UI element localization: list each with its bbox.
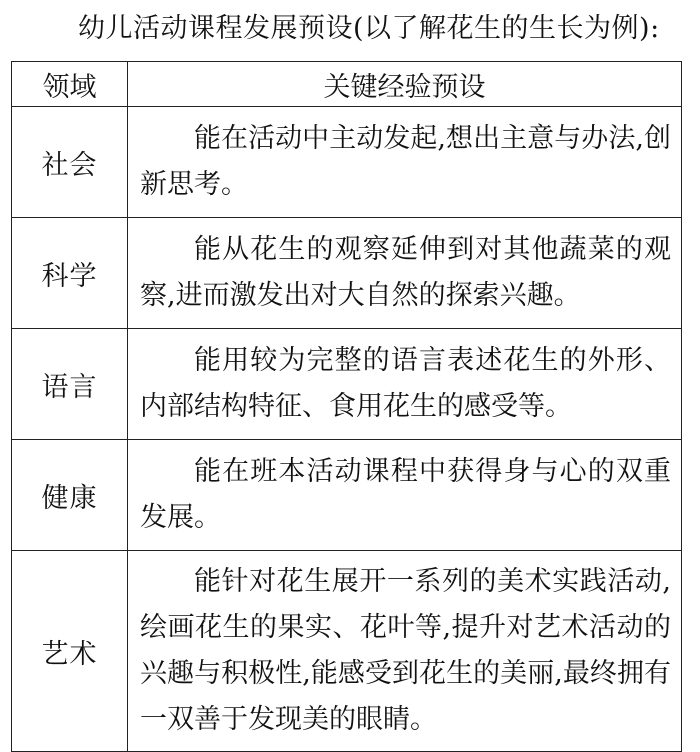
domain-cell: 社会 xyxy=(12,107,128,218)
experience-cell: 能在活动中主动发起,想出主意与办法,创新思考。 xyxy=(128,107,682,218)
experience-cell: 能在班本活动课程中获得身与心的双重发展。 xyxy=(128,440,682,551)
table-row xyxy=(12,218,682,329)
domain-cell: 语言 xyxy=(12,329,128,440)
domain-cell: 艺术 xyxy=(12,551,128,752)
column-header-experience: 关键经验预设 xyxy=(128,62,682,107)
experience-cell: 能从花生的观察延伸到对其他蔬菜的观察,进而激发出对大自然的探索兴趣。 xyxy=(128,218,682,329)
table-row xyxy=(12,107,682,218)
experience-cell: 能用较为完整的语言表述花生的外形、内部结构特征、食用花生的感受等。 xyxy=(128,329,682,440)
page-title: 幼儿活动课程发展预设(以了解花生的生长为例): xyxy=(78,13,660,44)
domain-cell: 科学 xyxy=(12,218,128,329)
table-row xyxy=(12,329,682,440)
table-row xyxy=(12,440,682,551)
experience-cell: 能针对花生展开一系列的美术实践活动,绘画花生的果实、花叶等,提升对艺术活动的兴趣与积极性,能感受到花生的美丽,最终拥有一双善于发现美的眼睛。 xyxy=(128,551,682,752)
domain-cell: 健康 xyxy=(12,440,128,551)
column-header-domain: 领域 xyxy=(12,62,128,107)
curriculum-table xyxy=(11,61,682,752)
table-header-row xyxy=(12,62,682,107)
table-row xyxy=(12,551,682,752)
